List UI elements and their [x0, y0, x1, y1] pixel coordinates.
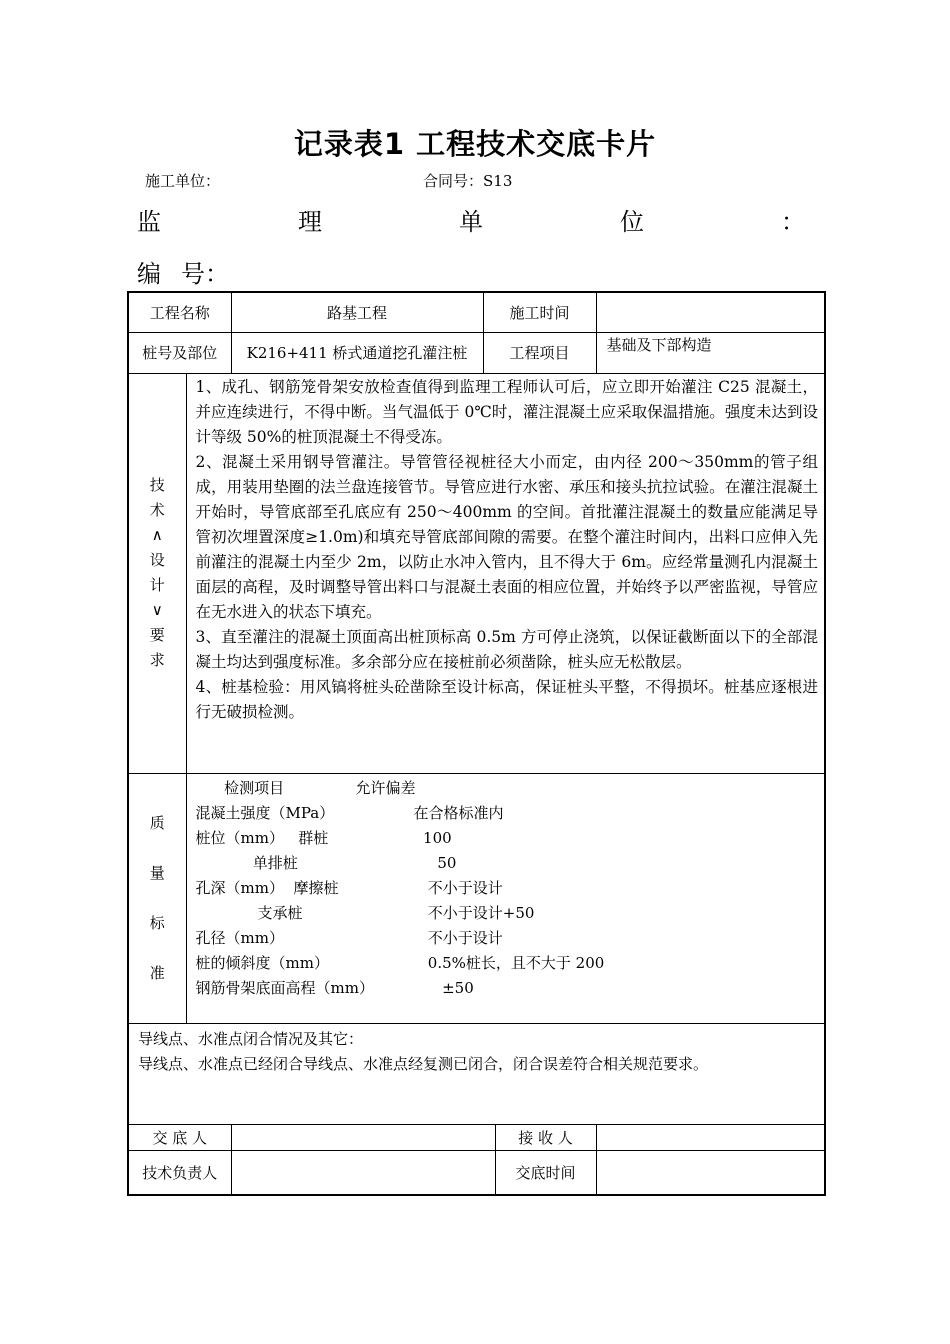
other-notes-label: 导线点、水准点闭合情况及其它：	[138, 1029, 364, 1048]
quality-row	[196, 826, 819, 851]
construction-unit-label: 施工单位：	[145, 172, 221, 190]
quality-tolerance: 允许偏差	[355, 778, 416, 797]
quality-row	[196, 926, 819, 951]
requirement-item: 4、桩基检验：用风镐将桩头砼凿除至设计标高，保证桩头平整，不得损坏。桩基应逐根进行无破损检测。	[195, 677, 819, 721]
supervision-char: 理	[298, 208, 322, 236]
requirements-label-char: 术	[149, 501, 165, 519]
supervision-unit-label	[137, 202, 805, 237]
supervision-char: ：	[781, 208, 805, 236]
project-item-label: 工程项目	[483, 332, 596, 373]
quality-tolerance: 不小于设计	[413, 928, 503, 947]
quality-row	[196, 776, 819, 801]
requirements-label-char: 求	[149, 651, 165, 669]
quality-row	[196, 951, 819, 976]
quality-tolerance: 0.5%桩长，且不大于 200	[413, 953, 605, 972]
requirements-label	[128, 373, 186, 773]
page-title: 记录表1 工程技术交底卡片	[293, 127, 657, 161]
handover-time-label: 交底时间	[495, 1150, 596, 1195]
requirements-label-char: 计	[149, 576, 165, 594]
quality-label-char: 质	[149, 814, 165, 832]
quality-item: 孔径（mm）	[195, 928, 284, 947]
requirement-item: 2、混凝土采用钢导管灌注。导管管径视桩径大小而定，由内径 200～350mm的管子组成，用装用垫圈的法兰盘连接管节。导管应进行水密、承压和接头抗拉试验。在灌注混凝土开始时，导管底部至孔底应有 250～400mm 的空间。首批灌注混凝土的数量应能满足导管初次埋置深度≥1.0m)和填充导管底部间隙的需要。在整个灌注时间内，出料口应伸入先前灌注的混凝土内至少 2m，以防止水冲入管内，且不得大于 6m。应经常量测孔内混凝土面层的高程，及时调整导管出料口与混凝土表面的相应位置，并始终予以严密监视，导管应在无水进入的状态下填充。	[195, 452, 819, 621]
number-char: 编	[137, 260, 161, 288]
tech-lead-value[interactable]	[231, 1150, 495, 1195]
requirement-item: 3、直至灌注的混凝土顶面高出桩顶标高 0.5m 方可停止浇筑，以保证截断面以下的全部混凝土均达到强度标准。多余部分应在接桩前必须凿除，桩头应无松散层。	[195, 627, 819, 671]
requirements-label-char: ∧	[151, 526, 163, 544]
requirements-label-char: ∨	[151, 601, 163, 619]
quality-tolerance: 不小于设计	[413, 878, 503, 897]
requirements-label-char: 技	[149, 476, 165, 494]
pile-location-value: K216+411 桥式通道挖孔灌注桩	[231, 332, 483, 373]
handover-time-value[interactable]	[596, 1150, 825, 1195]
quality-item: 支承桩	[195, 903, 303, 922]
pile-location-label: 桩号及部位	[128, 332, 231, 373]
quality-row	[196, 801, 819, 826]
quality-item: 钢筋骨架底面高程（mm）	[195, 978, 374, 997]
quality-item: 孔深（mm） 摩擦桩	[195, 878, 339, 897]
requirement-item: 1、成孔、钢筋笼骨架安放检查值得到监理工程师认可后，应立即开始灌注 C25 混凝土，并应连续进行，不得中断。当气温低于 0℃时，灌注混凝土应采取保温措施。强度未达到设计等级 50%的桩顶混凝土不得受冻。	[195, 377, 819, 446]
quality-tolerance: 在合格标准内	[413, 803, 504, 822]
quality-row	[196, 901, 819, 926]
quality-standard-content	[186, 773, 825, 1023]
supervision-char: 单	[459, 208, 483, 236]
handover-person-value[interactable]	[231, 1124, 495, 1150]
number-label	[137, 254, 249, 289]
project-name-label: 工程名称	[128, 292, 231, 332]
supervision-char: 位	[620, 208, 644, 236]
number-char: 号：	[181, 260, 229, 288]
technical-briefing-table	[127, 291, 826, 1196]
quality-row	[196, 876, 819, 901]
project-item-value: 基础及下部构造	[596, 332, 825, 373]
construction-time-value[interactable]	[596, 292, 825, 332]
quality-item: 桩位（mm） 群桩	[195, 828, 329, 847]
quality-tolerance: 100	[413, 828, 452, 847]
requirements-label-char: 设	[149, 551, 165, 569]
receiver-value[interactable]	[596, 1124, 825, 1150]
quality-label-char: 标	[149, 914, 165, 932]
quality-row	[196, 851, 819, 876]
requirements-content	[186, 373, 825, 773]
quality-tolerance: 50	[413, 853, 457, 872]
supervision-char: 监	[137, 208, 161, 236]
quality-label-char: 准	[149, 964, 165, 982]
quality-item: 桩的倾斜度（mm）	[195, 953, 329, 972]
contract-no-label: 合同号：S13	[423, 172, 513, 190]
tech-lead-label: 技术负责人	[128, 1150, 231, 1195]
handover-person-label: 交 底 人	[128, 1124, 231, 1150]
other-notes	[128, 1023, 825, 1124]
quality-item: 检测项目	[195, 778, 285, 797]
quality-item: 单排桩	[195, 853, 298, 872]
quality-tolerance: 不小于设计+50	[413, 903, 535, 922]
quality-item: 混凝土强度（MPa）	[195, 803, 335, 822]
quality-label-char: 量	[149, 864, 165, 882]
quality-tolerance: ±50	[413, 978, 474, 997]
quality-standard-label	[128, 773, 186, 1023]
requirements-label-char: 要	[149, 626, 165, 644]
receiver-label: 接 收 人	[495, 1124, 596, 1150]
construction-time-label: 施工时间	[483, 292, 596, 332]
other-notes-value: 导线点、水准点已经闭合导线点、水准点经复测已闭合，闭合误差符合相关规范要求。	[138, 1054, 709, 1073]
quality-row	[196, 976, 819, 1001]
project-name-value: 路基工程	[231, 292, 483, 332]
